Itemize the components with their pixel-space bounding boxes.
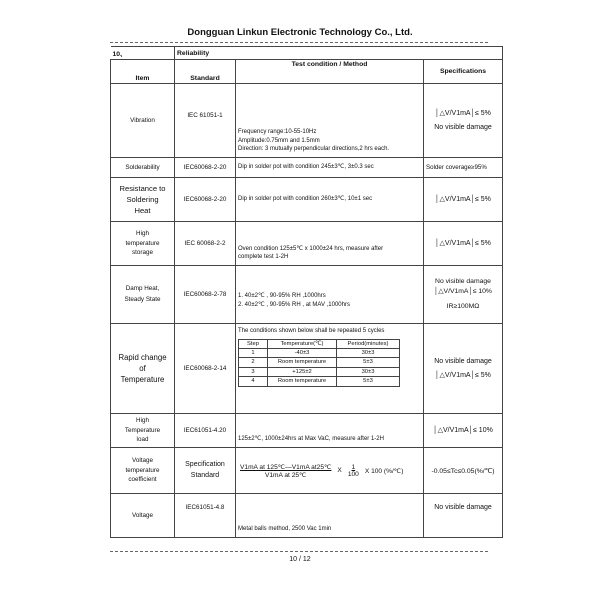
step-number: 4 xyxy=(239,377,268,386)
item-resistance-soldering-heat xyxy=(111,178,175,222)
item-line: Resistance to xyxy=(119,184,166,193)
standard-vibration: IEC 61051-1 xyxy=(175,84,236,158)
item-line: Rapid change xyxy=(118,352,167,362)
step-temperature: Room temperature xyxy=(268,358,337,367)
standard-line: Specification xyxy=(185,461,225,468)
formula-fraction-100 xyxy=(348,464,359,478)
spec-line: No visible damage xyxy=(434,358,492,366)
condition-line: Oven condition 125±5℃ x 1000±24 hrs, measure after xyxy=(238,245,384,252)
section-title: Reliability xyxy=(175,47,503,60)
steps-header-row xyxy=(239,339,400,348)
standard-voltage: IEC61051-4.8 xyxy=(175,494,236,538)
item-line: storage xyxy=(131,249,153,257)
item-line: High xyxy=(136,230,149,238)
row-high-temp-load xyxy=(111,414,503,448)
standard-rapid: IEC60068-2-14 xyxy=(175,324,236,414)
spec-damp-heat xyxy=(424,266,503,324)
spec-high-temp-load: │△V/V1mA│≤ 10% xyxy=(424,414,503,448)
spec-vibration xyxy=(424,84,503,158)
spec-voltage: No visible damage xyxy=(424,494,503,538)
item-line: Temperature xyxy=(124,426,161,434)
spec-high-temp: │△V/V1mA│≤ 5% xyxy=(424,222,503,266)
step-number: 1 xyxy=(239,349,268,358)
step-temperature: -40±3 xyxy=(268,349,337,358)
formula-multiply-100: X 100 (%/℃) xyxy=(364,467,404,475)
condition-line: 1. 40±2℃ , 90-95% RH ,1000hrs xyxy=(238,293,326,300)
row-solderability xyxy=(111,158,503,178)
step-number: 3 xyxy=(239,367,268,376)
item-line: Steady State xyxy=(124,295,161,303)
condition-high-temp xyxy=(236,222,424,266)
spec-line: │△V/V1mA│≤ 5% xyxy=(435,371,491,379)
item-line: coefficient xyxy=(128,476,157,484)
condition-voltage: Metal balls method, 2500 Vac 1min xyxy=(236,494,424,538)
formula-denominator: 100 xyxy=(347,470,359,478)
condition-line: complete test 1-2H xyxy=(238,254,289,261)
item-line: temperature xyxy=(125,466,160,474)
steps-row xyxy=(239,349,400,358)
formula-fraction xyxy=(240,463,331,479)
item-high-temp-load xyxy=(111,414,175,448)
condition-line: Frequency range:10-55-10Hz xyxy=(238,128,317,135)
spec-line: IR≥100MΩ xyxy=(446,302,480,310)
table-header xyxy=(111,60,503,84)
item-high-temp-storage xyxy=(111,222,175,266)
col-standard: Standard xyxy=(175,60,236,84)
item-rapid-temp-change xyxy=(111,324,175,414)
company-name: Dongguan Linkun Electronic Technology Co., Ltd. xyxy=(187,27,413,38)
condition-line: Direction: 3 mutually perpendicular directions,2 hrs each. xyxy=(238,146,390,153)
formula-numerator: 1 xyxy=(351,463,356,471)
item-voltage: Voltage xyxy=(111,494,175,538)
spec-line: │△V/V1mA│≤ 10% xyxy=(434,288,492,296)
item-line: load xyxy=(136,436,149,444)
standard-high-temp: IEC 60068-2-2 xyxy=(175,222,236,266)
item-line: temperature xyxy=(125,239,160,247)
step-temperature: Room temperature xyxy=(268,377,337,386)
row-vibration xyxy=(111,84,503,158)
row-damp-heat xyxy=(111,266,503,324)
standard-voltage-coef xyxy=(175,448,236,494)
tc-formula xyxy=(238,463,421,479)
step-period: 30±3 xyxy=(337,367,400,376)
steps-row xyxy=(239,367,400,376)
steps-row xyxy=(239,358,400,367)
header-divider xyxy=(110,42,488,43)
spec-line: │△V/V1mA│≤ 5% xyxy=(435,110,491,118)
reliability-table xyxy=(110,46,503,538)
item-vibration: Vibration xyxy=(111,84,175,158)
section-row xyxy=(111,47,503,60)
row-high-temp-storage xyxy=(111,222,503,266)
spec-line: No visible damage xyxy=(434,123,492,131)
standard-line: Standard xyxy=(190,471,220,479)
formula-denominator: V1mA at 25℃ xyxy=(264,471,307,479)
condition-damp-heat xyxy=(236,266,424,324)
standard-solderability: IEC60068-2-20 xyxy=(175,158,236,178)
step-period: 5±3 xyxy=(337,358,400,367)
item-voltage-temp-coefficient xyxy=(111,448,175,494)
condition-vibration xyxy=(236,84,424,158)
spec-resistance: │△V/V1mA│≤ 5% xyxy=(424,178,503,222)
standard-resistance: IEC60068-2-20 xyxy=(175,178,236,222)
page-number: 10 / 12 xyxy=(289,556,311,563)
condition-line: Amplitude:0.75mm and 1.5mm xyxy=(238,137,320,144)
item-damp-heat xyxy=(111,266,175,324)
steps-col-temperature: Temperature(℃) xyxy=(268,339,337,348)
item-line: Heat xyxy=(134,206,151,215)
standard-damp-heat: IEC60068-2-78 xyxy=(175,266,236,324)
row-voltage-temp-coefficient xyxy=(111,448,503,494)
condition-line: 2. 40±2℃ , 90-95% RH , at MAV ,1000hrs xyxy=(238,302,350,308)
col-condition: Test condition / Method xyxy=(236,60,424,84)
condition-high-temp-load: 125±2℃, 1000±24hrs at Max VaC, measure after 1-2H xyxy=(236,414,424,448)
item-line: Damp Heat, xyxy=(125,285,160,293)
condition-rapid xyxy=(236,324,424,414)
formula-numerator: V1mA at 125℃—V1mA at25℃ xyxy=(240,463,332,471)
condition-voltage-coef xyxy=(236,448,424,494)
item-line: High xyxy=(136,417,149,425)
row-resistance-soldering-heat xyxy=(111,178,503,222)
step-number: 2 xyxy=(239,358,268,367)
item-line: Temperature xyxy=(120,375,165,385)
row-rapid-temp-change xyxy=(111,324,503,414)
section-number: 10、 xyxy=(111,47,175,60)
footer-divider xyxy=(110,551,488,552)
col-item: Item xyxy=(111,60,175,84)
step-temperature: +125±2 xyxy=(268,367,337,376)
condition-resistance: Dip in solder pot with condition 260±3℃, 10±1 sec xyxy=(236,178,424,222)
row-voltage xyxy=(111,494,503,538)
steps-row xyxy=(239,377,400,386)
steps-table xyxy=(238,339,400,387)
item-line: of xyxy=(139,363,146,373)
step-period: 30±3 xyxy=(337,349,400,358)
col-spec: Specifications xyxy=(424,60,503,84)
condition-line: The conditions shown below shall be repeated 5 cycles xyxy=(238,328,385,334)
step-period: 5±3 xyxy=(337,377,400,386)
spec-line: No visible damage xyxy=(435,277,491,285)
item-line: Voltage xyxy=(131,456,153,464)
spec-rapid xyxy=(424,324,503,414)
steps-col-period: Period(minutes) xyxy=(337,339,400,348)
item-solderability: Solderability xyxy=(111,158,175,178)
spec-voltage-coef: -0.05≤Tc≤0.05(%/℃) xyxy=(424,448,503,494)
item-line: Soldering xyxy=(126,195,159,204)
condition-solderability: Dip in solder pot with condition 245±3℃, 3±0.3 sec xyxy=(236,158,424,178)
steps-col-step: Step xyxy=(239,339,268,348)
standard-high-temp-load: IEC61051-4.20 xyxy=(175,414,236,448)
formula-multiply: X xyxy=(337,467,342,474)
spec-solderability: Solder coverage≥95% xyxy=(424,158,503,178)
